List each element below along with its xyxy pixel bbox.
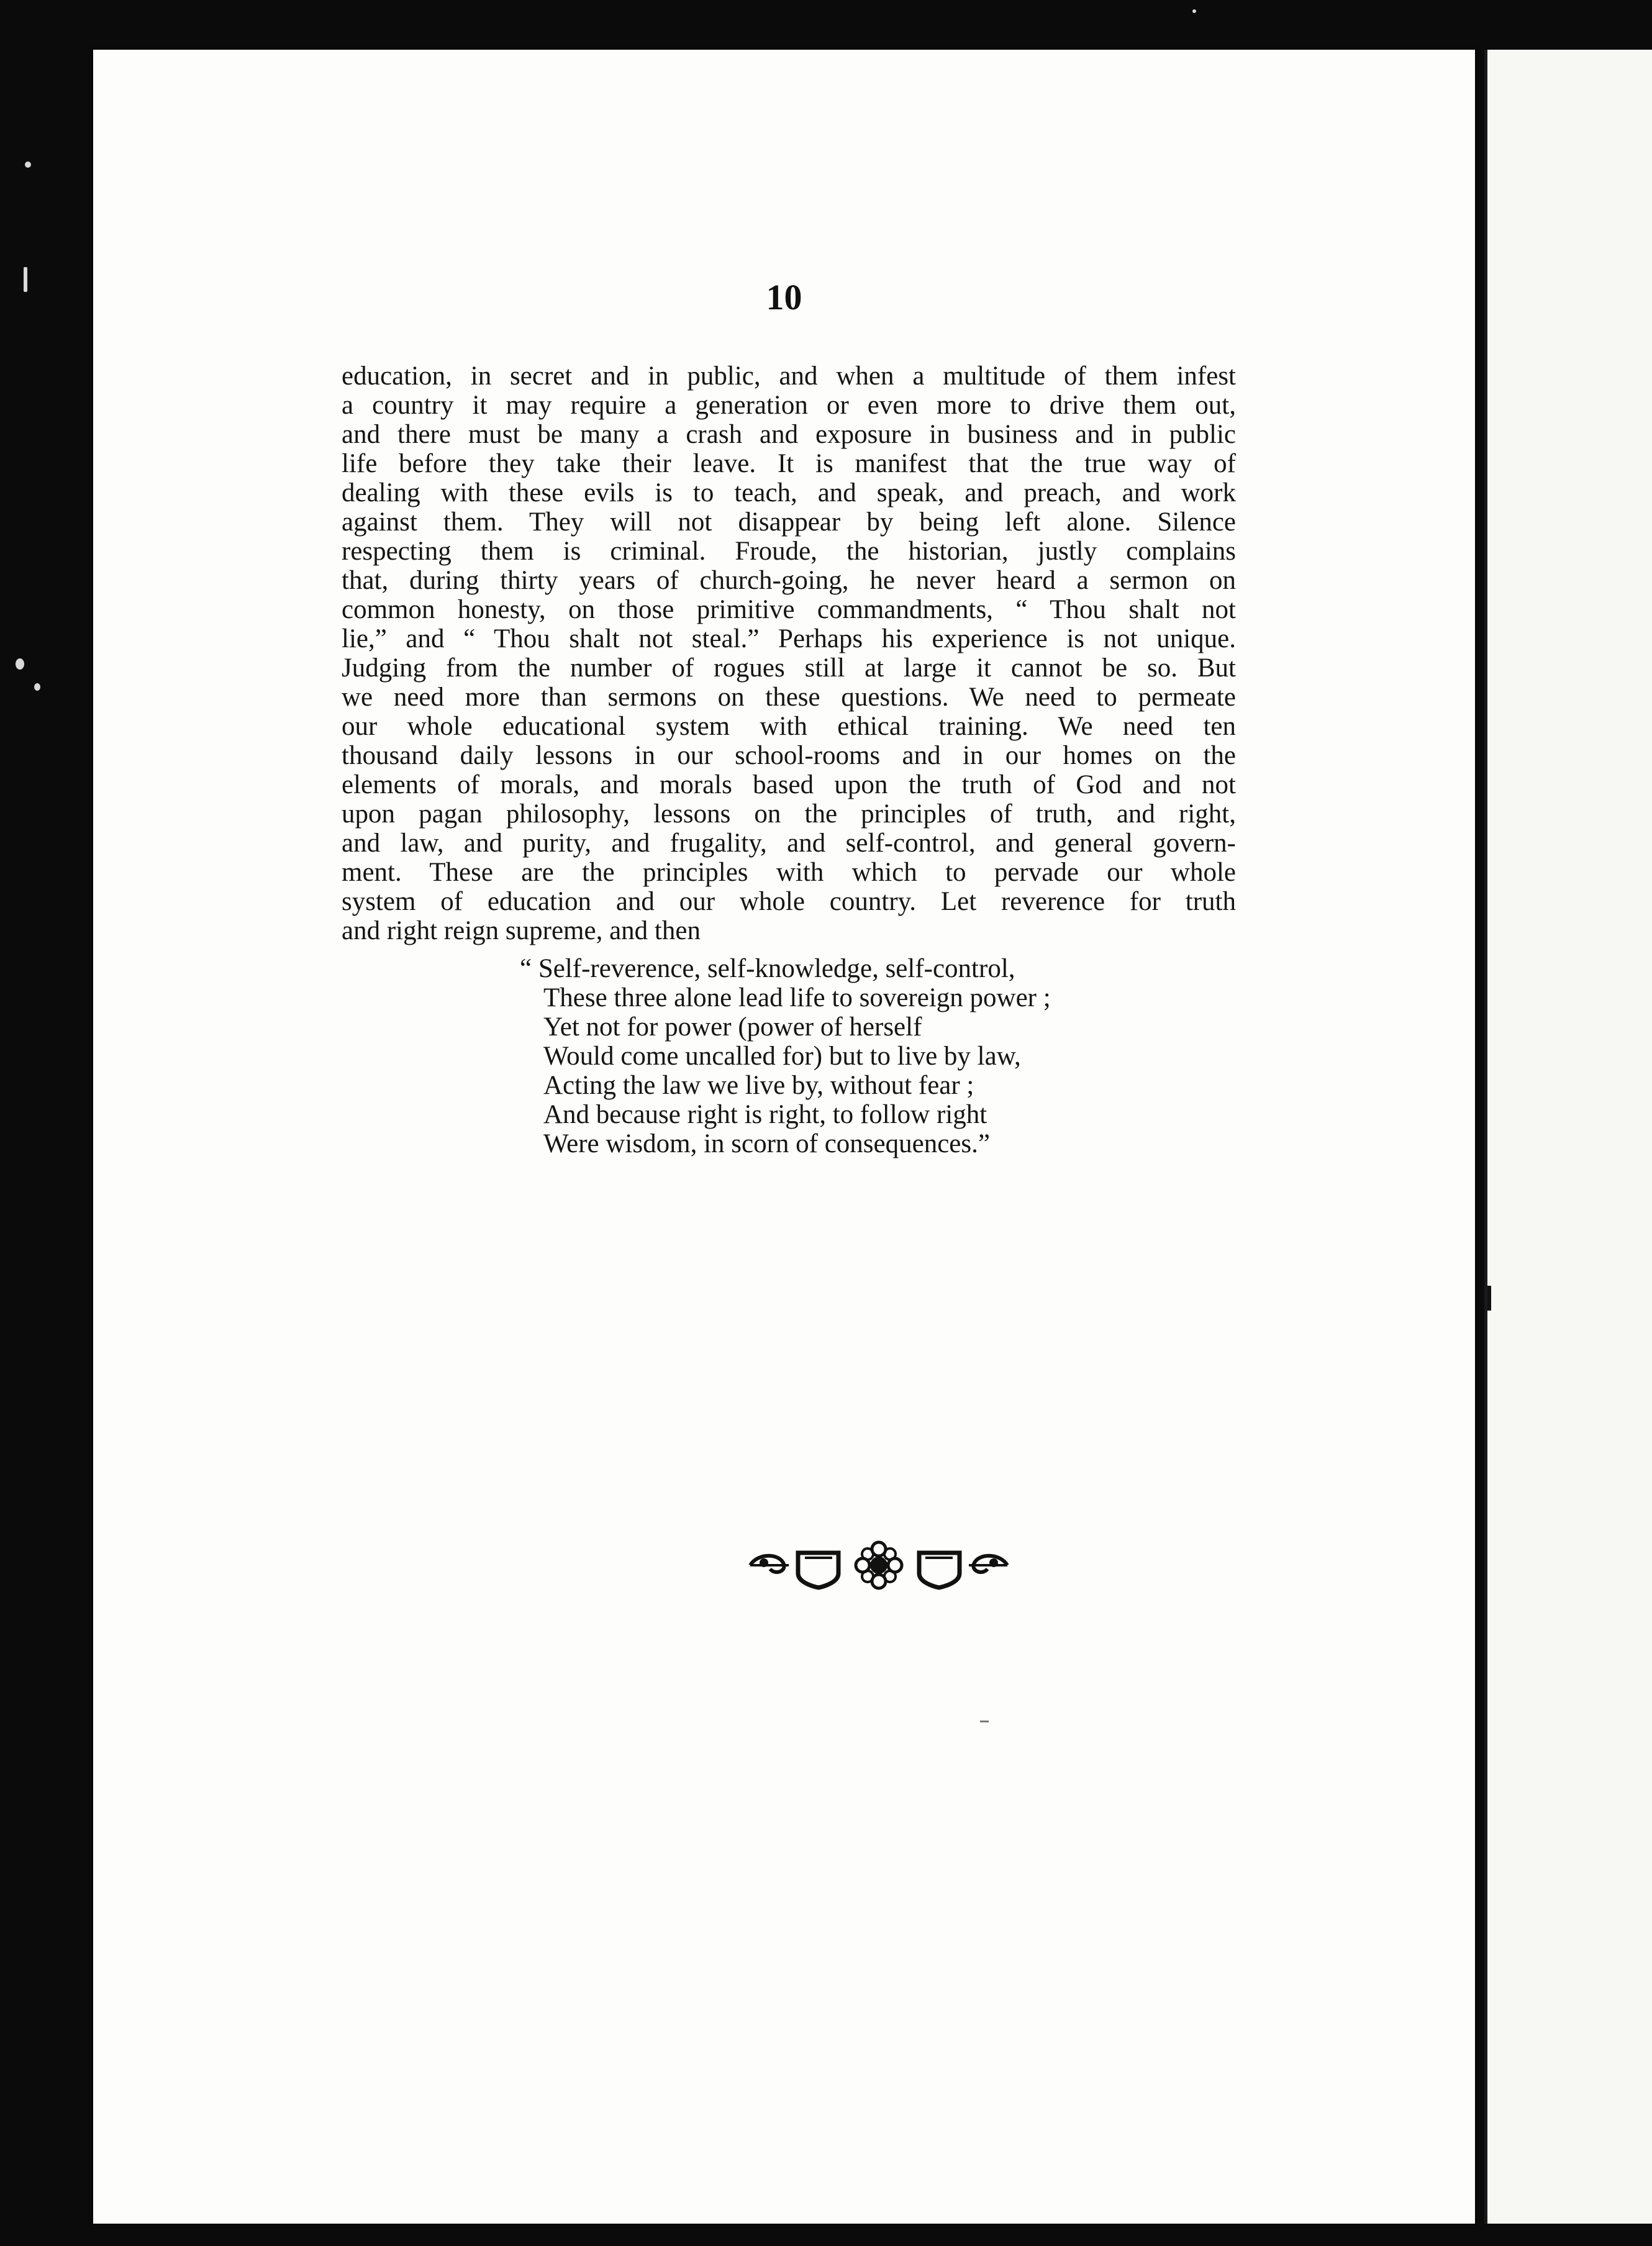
paragraph-line: respecting them is criminal. Froude, the historian, justly complains [342,537,1236,566]
scan-speck [16,658,24,670]
verse-line: And because right is right, to follow right [543,1100,987,1129]
paragraph-line: our whole educational system with ethical training. We need ten [342,712,1236,741]
paragraph-line: and there must be many a crash and exposure in business and in public [342,420,1236,449]
scan-speck [1192,9,1196,13]
paragraph-line: common honesty, on those primitive commandments, “ Thou shalt not [342,595,1236,624]
paragraph-line: and right reign supreme, and then [342,916,701,945]
paragraph-line: education, in secret and in public, and when a multitude of them infest [342,361,1236,391]
paragraph-line: thousand daily lessons in our school-rooms and in our homes on the [342,741,1236,770]
paragraph-line: and law, and purity, and frugality, and self-control, and general govern- [342,829,1236,858]
verse-line: “ Self-reverence, self-knowledge, self-control, [520,954,1015,983]
floral-tailpiece-ornament-icon [745,1539,1012,1591]
paragraph-line: dealing with these evils is to teach, and speak, and preach, and work [342,478,1236,507]
verse-line: Acting the law we live by, without fear ; [543,1071,974,1100]
paragraph-line: system of education and our whole country. Let reverence for truth [342,887,1236,916]
paragraph-line: elements of morals, and morals based upon the truth of God and not [342,770,1236,799]
paragraph-line: that, during thirty years of church-going, he never heard a sermon on [342,566,1236,595]
paragraph-line: Judging from the number of rogues still at large it cannot be so. But [342,653,1236,683]
print-mark [980,1721,989,1722]
page-number: 10 [766,277,802,317]
paragraph-line: life before they take their leave. It is manifest that the true way of [342,449,1236,478]
paragraph-line: against them. They will not disappear by being left alone. Silence [342,507,1236,537]
paragraph-line: ment. These are the principles with which to pervade our whole [342,858,1236,887]
adjacent-page-edge [1484,50,1652,2224]
page-edge-mark [1487,1286,1491,1311]
scan-speck [25,161,31,168]
paragraph-line: lie,” and “ Thou shalt not steal.” Perhaps his experience is not unique. [342,624,1236,653]
paragraph-line: we need more than sermons on these questions. We need to permeate [342,683,1236,712]
paragraph-line: upon pagan philosophy, lessons on the principles of truth, and right, [342,799,1236,829]
verse-line: Were wisdom, in scorn of consequences.” [543,1129,990,1158]
body-paragraph [342,361,1236,945]
book-page [93,50,1475,2224]
scan-speck [34,683,40,691]
paragraph-line: a country it may require a generation or even more to drive them out, [342,391,1236,420]
verse-line: Would come uncalled for) but to live by law, [543,1042,1021,1071]
scan-speck [24,267,27,292]
verse-line: Yet not for power (power of herself [543,1012,922,1042]
verse-quotation [520,954,1051,1158]
verse-line: These three alone lead life to sovereign power ; [543,983,1051,1012]
